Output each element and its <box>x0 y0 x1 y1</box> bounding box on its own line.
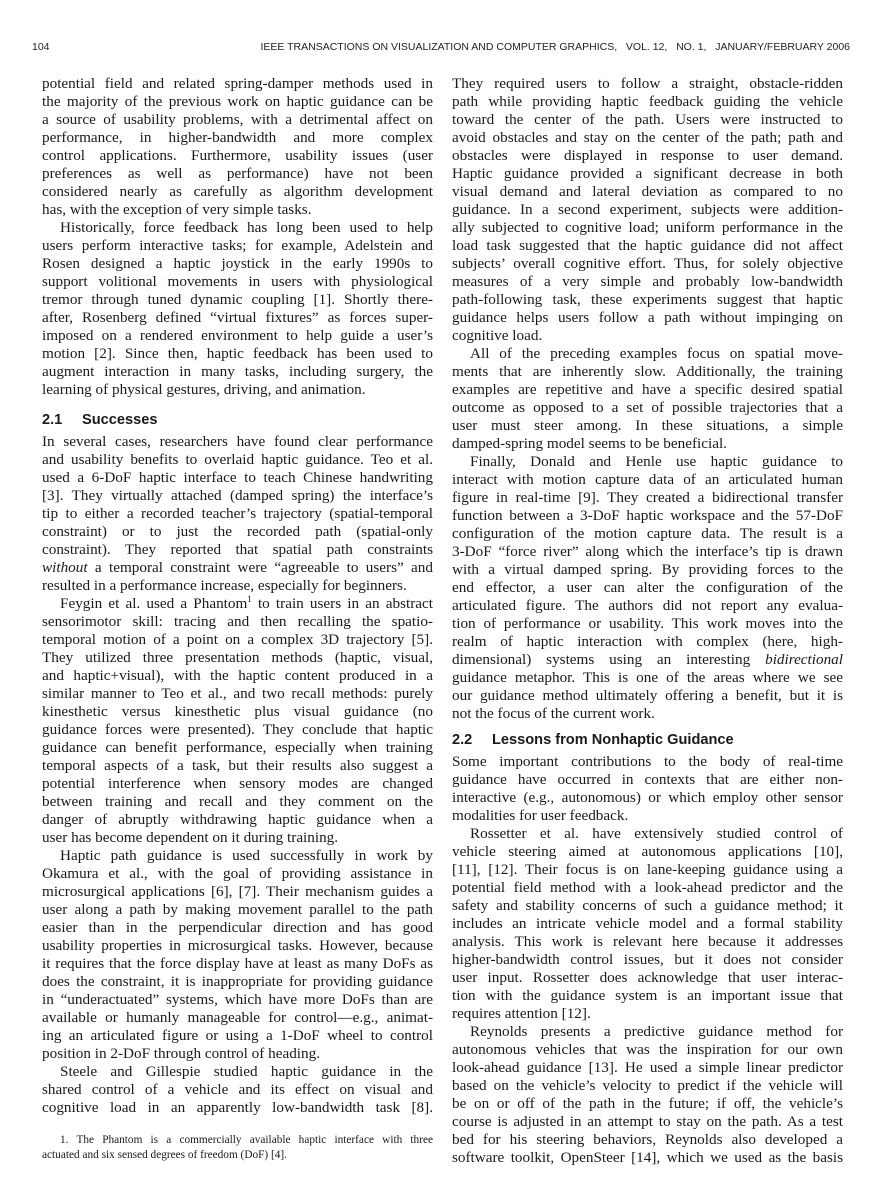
running-header: IEEE TRANSACTIONS ON VISUALIZATION AND COMPUTER GRAPHICS, VOL. 12, NO. 1, JANUARY/FEBRUARY 2006 <box>260 41 850 53</box>
italic-text: bidirectional <box>765 651 843 668</box>
paragraph <box>42 75 433 219</box>
text-line: function between a 3-DoF haptic workspace and the 57-DoF <box>452 507 843 524</box>
text-span: dimensional) systems using an interesting <box>452 651 766 668</box>
text-line: [11], [12]. Their focus is on lane-keeping guidance using a <box>452 861 843 878</box>
text-line: it requires that the force display have at least as many DoFs as <box>42 955 433 972</box>
text-line: guidance. In a second experiment, subjects were addition- <box>452 201 843 218</box>
text-line: potential field and related spring-damper methods used in <box>42 75 433 92</box>
text-line: cognitive load in an apparently low-bandwidth task [8]. <box>42 1099 433 1116</box>
text-line: In several cases, researchers have found clear performance <box>42 433 433 450</box>
text-line: user must steer among. In these situations, a simple <box>452 417 843 434</box>
text-line: realm of haptic interaction with complex (here, high- <box>452 633 843 650</box>
paragraph <box>42 1063 433 1117</box>
text-line: obstacles were displayed in response to user demand. <box>452 147 843 164</box>
text-line: configuration of the motion capture data. The result is a <box>452 525 843 542</box>
page-number: 104 <box>32 41 50 53</box>
text-line: All of the preceding examples focus on spatial move- <box>470 345 843 362</box>
text-line: subjects’ overall cognitive effort. Thus, for solely objective <box>452 255 843 272</box>
paragraph <box>452 825 843 1023</box>
text-span: Feygin et al. used a Phantom <box>60 595 248 612</box>
text-line: measures of a very simple and probably low-bandwidth <box>452 273 843 290</box>
footnote-marker: 1 <box>247 594 252 604</box>
text-line: outcome as opposed to a set of possible trajectories that a <box>452 399 843 416</box>
text-line: Rosen designed a haptic joystick in the early 1990s to <box>42 255 433 272</box>
paragraph <box>452 1023 843 1167</box>
text-line: Haptic path guidance is used successfully in work by <box>60 847 433 864</box>
text-line: guidance have occurred in contexts that are either non- <box>452 771 843 788</box>
text-line: available or humanly manageable for control—e.g., animat- <box>42 1009 433 1026</box>
text-line: software toolkit, OpenSteer [14], which we used as the basis <box>452 1149 843 1166</box>
text-line: analysis. This work is relevant here because it addresses <box>452 933 843 950</box>
paragraph <box>452 453 843 723</box>
paragraph <box>42 219 433 399</box>
paragraph <box>42 595 433 847</box>
text-line: does the constraint, it is inappropriate for providing guidance <box>42 973 433 990</box>
section-number: 2.1 <box>42 412 63 428</box>
text-line: constraint). They reported that spatial path constraints <box>42 541 433 558</box>
section-title: Successes <box>82 412 158 428</box>
text-line: user input. Rossetter does acknowledge that user interac- <box>452 969 843 986</box>
text-line: potential field method with a look-ahead predictor and the <box>452 879 843 896</box>
text-line: interact with motion capture data of an articulated human <box>452 471 843 488</box>
text-line: 3-DoF “force river” along which the interface’s tip is drawn <box>452 543 843 560</box>
text-line: Rossetter et al. have extensively studied control of <box>470 825 843 842</box>
text-line: modalities for user feedback. <box>452 807 629 824</box>
text-line: higher-bandwidth control issues, but it does not consider <box>452 951 843 968</box>
text-line: ally subjected to cognitive load; uniform performance in the <box>452 219 843 236</box>
text-line: visual demand and lateral deviation as compared to no <box>452 183 843 200</box>
text-line: requires attention [12]. <box>452 1005 591 1022</box>
text-line: the majority of the previous work on haptic guidance can be <box>42 93 433 110</box>
text-line: based on the vehicle’s velocity to predict if the vehicle will <box>452 1077 843 1094</box>
text-line: with a virtual damped spring. By providing forces to the <box>452 561 843 578</box>
text-line: after, Rosenberg defined “virtual fixtures” as forces super- <box>42 309 433 326</box>
text-line: ments that are inherently slow. Additionally, the training <box>452 363 843 380</box>
text-line: examples are repetitive and have a specific desired spatial <box>452 381 843 398</box>
text-line: avoid obstacles and stay on the center of the path; path and <box>452 129 843 146</box>
text-line: tip to either a recorded teacher’s trajectory (spatial-temporal <box>42 505 433 522</box>
text-line: load task suggested that the haptic guidance did not affect <box>452 237 843 254</box>
text-line: usability properties in microsurgical tasks. However, because <box>42 937 433 954</box>
text-line: user has become dependent on it during training. <box>42 829 339 846</box>
section-title: Lessons from Nonhaptic Guidance <box>492 732 734 748</box>
text-line: microsurgical applications [6], [7]. Their mechanism guides a <box>42 883 433 900</box>
text-line: support volitional movements in users with physiological <box>42 273 433 290</box>
footnote <box>42 1133 433 1163</box>
text-line <box>42 559 433 577</box>
text-line: position in 2-DoF through control of heading. <box>42 1045 320 1062</box>
text-line: danger of abruptly withdrawing haptic guidance when a <box>42 811 433 828</box>
text-line: toward the center of the path. Users were instructed to <box>452 111 843 128</box>
text-line: temporal motion of a point on a complex 3D trajectory [5]. <box>42 631 433 648</box>
text-line: path while providing haptic feedback guiding the vehicle <box>452 93 843 110</box>
text-line: look-ahead guidance [13]. He used a simple linear predictor <box>452 1059 843 1076</box>
text-line: be on or off of the path in the future; if off, the vehicle’s <box>452 1095 843 1112</box>
text-line: and haptic+visual), with the haptic content produced in a <box>42 667 433 684</box>
section-heading <box>452 731 843 749</box>
text-line: course is adjusted in an attempt to stay on the path. As a test <box>452 1113 843 1130</box>
text-line: figure in real-time [9]. They created a bidirectional transfer <box>452 489 843 506</box>
text-line: a source of usability problems, with a detrimental affect on <box>42 111 433 128</box>
text-line: guidance can benefit performance, especially when training <box>42 739 433 756</box>
text-line: potential interference when sensory modes are changed <box>42 775 433 792</box>
footnote-line: actuated and six sensed degrees of freedom (DoF) [4]. <box>42 1149 287 1161</box>
text-line <box>42 595 433 613</box>
section-heading <box>42 411 433 429</box>
text-line: used a 6-DoF haptic interface to teach Chinese handwriting <box>42 469 433 486</box>
italic-text: without <box>42 559 88 576</box>
text-line: augment interaction in many tasks, including surgery, the <box>42 363 433 380</box>
text-line: Haptic guidance provided a significant decrease in both <box>452 165 843 182</box>
text-line: path-following task, these experiments suggest that haptic <box>452 291 843 308</box>
text-line: tion of performance or usability. This work moves into the <box>452 615 843 632</box>
text-line: vehicle steering aimed at autonomous applications [10], <box>452 843 843 860</box>
text-line: includes an intricate vehicle model and a formal stability <box>452 915 843 932</box>
text-line: They utilized three presentation methods (haptic, visual, <box>42 649 433 666</box>
text-line: [3]. They virtually attached (damped spring) the interface’s <box>42 487 433 504</box>
text-line: cognitive load. <box>452 327 543 344</box>
text-line: safety and stability concerns of such a guidance method; it <box>452 897 843 914</box>
text-line: guidance forces were presented). They conclude that haptic <box>42 721 433 738</box>
section-number: 2.2 <box>452 732 473 748</box>
text-line: similar manner to Teo et al., and two recall methods: purely <box>42 685 433 702</box>
text-line: temporal aspects of a task, but their results also suggest a <box>42 757 433 774</box>
text-line: and usability benefits to overlaid haptic guidance. Teo et al. <box>42 451 433 468</box>
text-line: in “underactuated” systems, which have more DoFs than are <box>42 991 433 1008</box>
text-line: easier than in the perpendicular direction and has good <box>42 919 433 936</box>
text-line: resulted in a performance increase, especially for beginners. <box>42 577 407 594</box>
text-line: They required users to follow a straight, obstacle-ridden <box>452 75 843 92</box>
text-line: bed for his steering behaviors, Reynolds also developed a <box>452 1131 843 1148</box>
text-line: user along a path by making movement parallel to the path <box>42 901 433 918</box>
left-column <box>42 75 433 1117</box>
text-line: shared control of a vehicle and its effect on visual and <box>42 1081 433 1098</box>
text-line: interactive (e.g., autonomous) or which employ other sensor <box>452 789 843 806</box>
text-line: damped-spring model seems to be beneficial. <box>452 435 727 452</box>
text-line: tion with the guidance system is an important issue that <box>452 987 843 1004</box>
text-line: control applications. Furthermore, usability issues (user <box>42 147 433 164</box>
text-line: Okamura et al., with the goal of providing assistance in <box>42 865 433 882</box>
footnote-line: 1. The Phantom is a commercially available haptic interface with three <box>60 1134 433 1146</box>
text-line: Some important contributions to the body of real-time <box>452 753 843 770</box>
text-line: our guidance method ultimately offering a benefit, but it is <box>452 687 843 704</box>
text-line: articulated figure. The authors did not report any evalua- <box>452 597 843 614</box>
text-line: guidance metaphor. This is one of the areas where we see <box>452 669 843 686</box>
text-line: users perform interactive tasks; for example, Adelstein and <box>42 237 433 254</box>
text-line: not the focus of the current work. <box>452 705 655 722</box>
text-line: learning of physical gestures, driving, and animation. <box>42 381 366 398</box>
text-line: sensorimotor skill: tracing and then recalling the spatio- <box>42 613 433 630</box>
text-line: guidance helps users follow a path without impinging on <box>452 309 843 326</box>
text-line: motion [2]. Since then, haptic feedback has been used to <box>42 345 433 362</box>
text-line: Finally, Donald and Henle use haptic guidance to <box>470 453 843 470</box>
paragraph <box>452 75 843 345</box>
text-line: performance, in higher-bandwidth and more complex <box>42 129 433 146</box>
text-line: considered nearly as carefully as algorithm development <box>42 183 433 200</box>
text-line: ing an articulated figure or using a 1-DoF wheel to control <box>42 1027 433 1044</box>
text-span: to train users in an abstract <box>251 595 433 612</box>
text-span: a temporal constraint were “agreeable to users” and <box>87 559 433 576</box>
text-line: Reynolds presents a predictive guidance method for <box>470 1023 843 1040</box>
text-line: has, with the exception of very simple tasks. <box>42 201 312 218</box>
paragraph <box>452 753 843 825</box>
text-line: imposed on a rendered environment to help guide a user’s <box>42 327 433 344</box>
paragraph <box>42 433 433 595</box>
paragraph <box>42 847 433 1063</box>
text-line: Steele and Gillespie studied haptic guidance in the <box>60 1063 433 1080</box>
text-line <box>452 651 843 669</box>
text-line: Historically, force feedback has long been used to help <box>60 219 433 236</box>
paragraph <box>452 345 843 453</box>
right-column <box>452 75 843 1167</box>
text-line: end effector, a user can alter the configuration of the <box>452 579 843 596</box>
text-line: tremor through tuned dynamic coupling [1]. Shortly there- <box>42 291 433 308</box>
text-line: kinesthetic versus kinesthetic plus visual guidance (no <box>42 703 433 720</box>
text-line: preferences as well as performance) have not been <box>42 165 433 182</box>
text-line: autonomous vehicles that was the inspiration for our own <box>452 1041 843 1058</box>
text-line: between training and recall and they comment on the <box>42 793 433 810</box>
text-line: constraint) or to just the recorded path (spatial-only <box>42 523 433 540</box>
